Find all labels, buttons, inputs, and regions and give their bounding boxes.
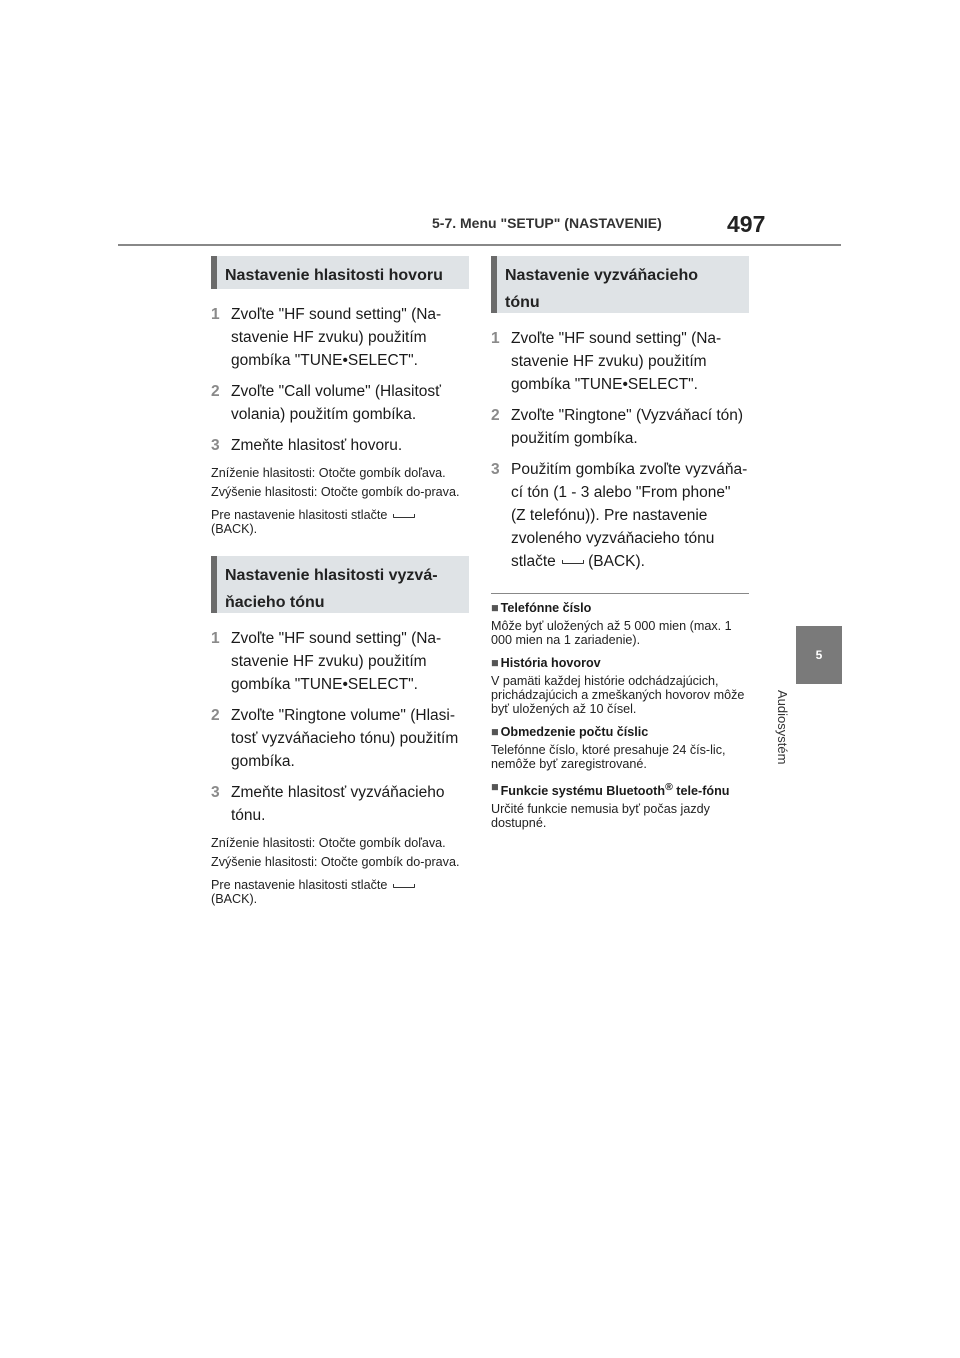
registered-mark: ® [665,781,673,793]
note: Zníženie hlasitosti: Otočte gombík doľava. [211,466,446,480]
step [211,303,469,372]
bullet-square-icon: ■ [491,725,499,739]
heading-line: ňacieho tónu [225,594,325,611]
step [211,781,469,827]
note: Zníženie hlasitosti: Otočte gombík doľava. [211,836,446,850]
heading-line: tónu [505,294,540,311]
heading-line: Nastavenie hlasitosti vyzvá- [225,567,438,584]
step-text: Zvoľte "HF sound setting" (Na-stavenie HF zvuku) použitím gombíka "TUNE•SELECT". [231,630,442,693]
step-text: Zvoľte "Ringtone volume" (Hlasi-tosť vyzváňacieho tónu) použitím gombíka. [231,707,459,770]
step [211,380,469,426]
info-title-text: Obmedzenie počtu číslic [500,725,649,739]
header-section-title: 5-7. Menu "SETUP" (NASTAVENIE) [432,215,662,231]
step-text: Zmeňte hlasitosť vyzváňacieho tónu. [231,784,445,824]
back-button-icon [393,514,415,518]
chapter-tab: 5 [796,626,842,684]
left-column [211,256,469,906]
info-title-text: História hovorov [500,656,601,670]
info-title-part: Funkcie systému Bluetooth [500,784,666,799]
step-number: 1 [211,306,220,323]
bullet-square-icon: ■ [491,780,499,794]
step-number: 1 [211,630,220,647]
info-title-text: Telefónne číslo [500,601,592,615]
info-title [491,725,749,740]
note-text: Pre nastavenie hlasitosti stlačte [211,878,388,892]
back-button-icon [393,884,415,888]
note: Zvýšenie hlasitosti: Otočte gombík do-prava. [211,485,460,499]
step-number: 3 [211,784,220,801]
heading-line: Nastavenie vyzváňacieho [505,267,698,284]
step [491,458,749,573]
info-title-text [501,780,730,799]
step-text [511,458,749,573]
section-heading-ringtone [491,256,749,313]
step-text-part: Použitím gombíka zvoľte vyzváňa-cí tón (1 - 3 alebo "From phone" (Z telefónu)). Pre nastavenie zvoleného vyzváňacieho tónu stlačte [511,461,748,570]
info-title-part: tele-fónu [672,784,730,799]
step-text: Zvoľte "Call volume" (Hlasitosť volania) použitím gombíka. [231,383,441,423]
info-body: Môže byť uložených až 5 000 mien (max. 1 000 mien na 1 zariadenie). [491,619,732,647]
info-title [491,601,749,616]
step-text-part: (BACK). [588,553,645,570]
header-rule [118,244,841,246]
info-title [491,780,749,799]
chapter-label-text: Audiosystém [774,690,790,765]
chapter-label [774,690,851,800]
step-text: Zvoľte "Ringtone" (Vyzváňací tón) použitím gombíka. [511,407,744,447]
note-text: Pre nastavenie hlasitosti stlačte [211,508,388,522]
note-text: (BACK). [211,522,258,536]
step [491,404,749,450]
step-number: 1 [491,330,500,347]
info-body: Určité funkcie nemusia byť počas jazdy dostupné. [491,802,710,831]
back-button-icon [562,560,584,564]
step-number: 2 [491,407,500,424]
step-number: 2 [211,383,220,400]
step [211,704,469,773]
info-body: V pamäti každej histórie odchádzajúcich, prichádzajúcich a zmeškaných hovorov môže byť uložených až 10 čísel. [491,674,745,716]
note [211,508,469,536]
page-number: 497 [727,211,766,237]
step-text: Zmeňte hlasitosť hovoru. [231,437,403,454]
note [211,878,469,906]
info-title [491,656,749,671]
step-number: 3 [491,461,500,478]
note: Zvýšenie hlasitosti: Otočte gombík do-prava. [211,855,460,869]
info-body: Telefónne číslo, ktoré presahuje 24 čís-lic, nemôže byť zaregistrované. [491,743,726,771]
divider [491,593,749,594]
section-heading-ringtone-volume [211,556,469,613]
step-number: 3 [211,437,220,454]
step-number: 2 [211,707,220,724]
bullet-square-icon: ■ [491,656,499,670]
step-text: Zvoľte "HF sound setting" (Na-stavenie HF zvuku) použitím gombíka "TUNE•SELECT". [231,306,442,369]
step [211,434,469,457]
step [491,327,749,396]
step [211,627,469,696]
step-text: Zvoľte "HF sound setting" (Na-stavenie HF zvuku) použitím gombíka "TUNE•SELECT". [511,330,722,393]
bullet-square-icon: ■ [491,601,499,615]
note-text: (BACK). [211,892,258,906]
section-heading-call-volume: Nastavenie hlasitosti hovoru [211,256,469,289]
right-column [491,256,749,830]
